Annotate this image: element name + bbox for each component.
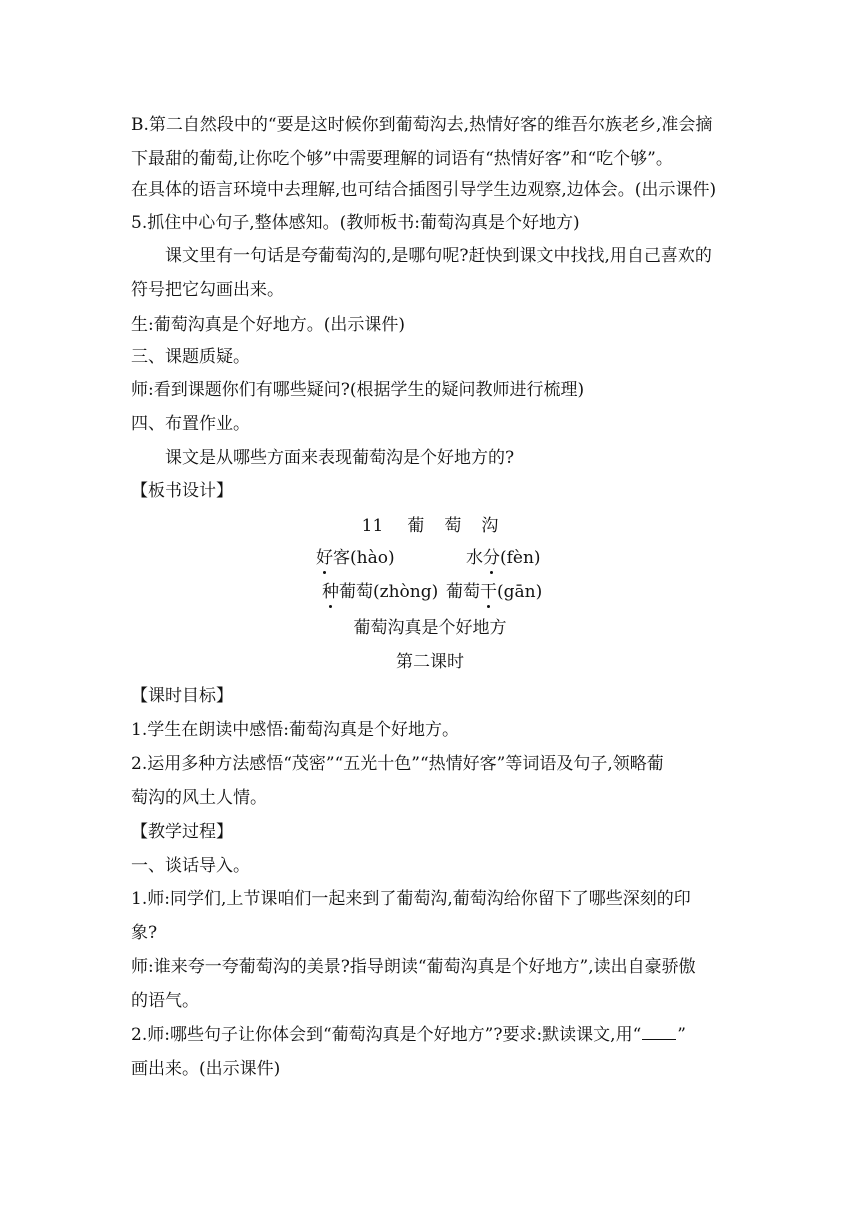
- board-word: [446, 580, 542, 604]
- emphasis-char: 种: [322, 582, 339, 602]
- goal-item: 萄沟的风土人情。: [131, 788, 267, 808]
- board-word-text: 水: [466, 548, 483, 568]
- paragraph-line: B.第二自然段中的“要是这时候你到葡萄沟去,热情好客的维吾尔族老乡,准会摘: [131, 115, 713, 135]
- paragraph-line: 师:谁来夸一夸葡萄沟的美景?指导朗读“葡萄沟真是个好地方”,读出自豪骄傲: [131, 957, 696, 977]
- paragraph-line: 象?: [131, 923, 158, 943]
- board-number: 11: [361, 516, 384, 536]
- paragraph-line: 的语气。: [131, 991, 199, 1011]
- goal-item: 1.学生在朗读中感悟:葡萄沟真是个好地方。: [131, 720, 459, 740]
- board-title: [0, 514, 860, 538]
- board-summary: 葡萄沟真是个好地方: [353, 618, 507, 638]
- emphasis-char: 干: [480, 582, 497, 602]
- paragraph-line: 符号把它勾画出来。: [131, 280, 284, 300]
- board-word: [466, 546, 541, 570]
- board-word-text: 葡萄(zhòng): [339, 582, 439, 602]
- lesson-title: 第二课时: [396, 652, 464, 672]
- paragraph-line: 1.师:同学们,上节课咱们一起来到了葡萄沟,葡萄沟给你留下了哪些深刻的印: [131, 889, 691, 909]
- paragraph-line: 下最甜的葡萄,让你吃个够”中需要理解的词语有“热情好客”和“吃个够”。: [131, 149, 673, 169]
- board-title-char: 沟: [481, 516, 499, 536]
- paragraph-line: 师:看到课题你们有哪些疑问?(根据学生的疑问教师进行梳理): [131, 380, 585, 400]
- board-word-text: 客(hào): [333, 548, 395, 568]
- emphasis-char: 好: [316, 548, 333, 568]
- board-title-char: 萄: [444, 516, 462, 536]
- paragraph-line: 在具体的语言环境中去理解,也可结合插图引导学生边观察,边体会。(出示课件): [131, 180, 717, 200]
- board-word-text: (gān): [497, 582, 543, 602]
- fill-blank: [642, 1025, 676, 1040]
- board-word-text: (fèn): [500, 548, 541, 568]
- paragraph-line: 5.抓住中心句子,整体感知。(教师板书:葡萄沟真是个好地方): [131, 213, 580, 233]
- goal-item: 2.运用多种方法感悟“茂密”“五光十色”“热情好客”等词语及句子,领略葡: [131, 754, 664, 774]
- board-title-char: 葡: [407, 516, 425, 536]
- board-word-text: 葡萄: [446, 582, 480, 602]
- section-heading: 【课时目标】: [131, 686, 233, 706]
- paragraph-line: 课文里有一句话是夸葡萄沟的,是哪句呢?赶快到课文中找找,用自己喜欢的: [165, 246, 712, 266]
- section-heading: 【教学过程】: [131, 822, 233, 842]
- section-heading: 一、谈话导入。: [131, 856, 250, 876]
- board-word: [322, 580, 438, 604]
- section-heading: 四、布置作业。: [131, 414, 250, 434]
- paragraph-text: ”: [677, 1025, 686, 1045]
- board-word: [316, 546, 395, 570]
- section-heading: 三、课题质疑。: [131, 347, 250, 367]
- emphasis-char: 分: [483, 548, 500, 568]
- section-heading: 【板书设计】: [131, 481, 233, 501]
- paragraph-text: 2.师:哪些句子让你体会到“葡萄沟真是个好地方”?要求:默读课文,用“: [131, 1025, 642, 1045]
- paragraph-line: 课文是从哪些方面来表现葡萄沟是个好地方的?: [165, 448, 515, 468]
- paragraph-line: 生:葡萄沟真是个好地方。(出示课件): [131, 315, 405, 335]
- paragraph-line: [131, 1023, 686, 1047]
- paragraph-line: 画出来。(出示课件): [131, 1059, 281, 1079]
